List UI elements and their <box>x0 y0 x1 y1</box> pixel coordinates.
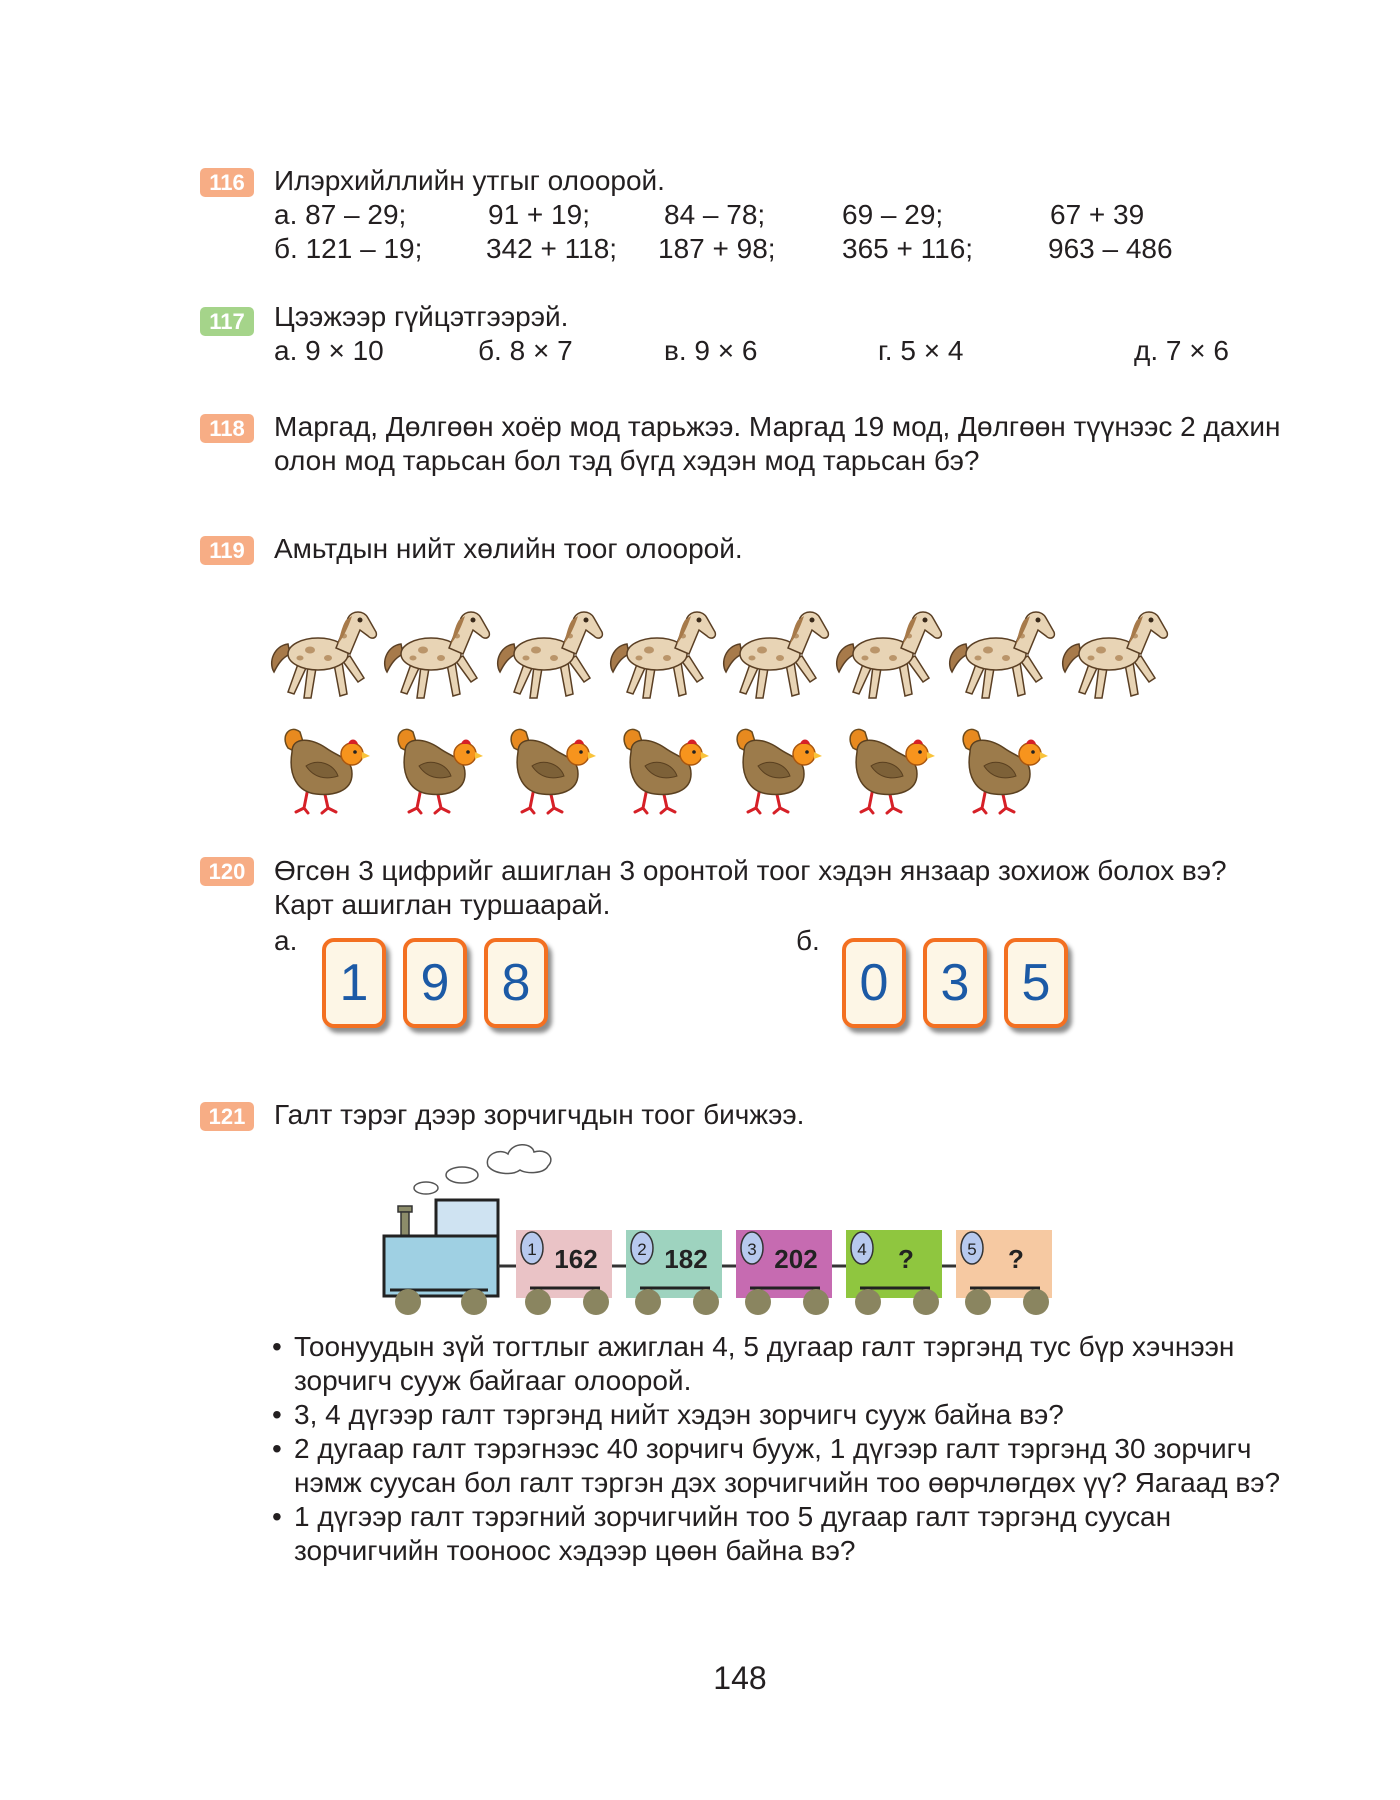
exercise-number-117: 117 <box>200 307 254 336</box>
horse-icon <box>724 612 829 698</box>
bullet-3-line2: нэмж суусан бол галт тэргэн дэх зорчигчийн тоо өөрчлөгдөх үү? Яагаад вэ? <box>294 1467 1281 1498</box>
wagon-passenger-count: 202 <box>774 1244 818 1274</box>
expr-116-b-5: 963 – 486 <box>1048 233 1173 264</box>
train-illustration <box>370 1140 1070 1320</box>
expr-117-1: а. 9 × 10 <box>274 335 384 366</box>
train-wagon <box>736 1230 846 1315</box>
bullet-marker: • <box>272 1331 282 1362</box>
animals-illustration <box>270 596 1190 826</box>
exercise-number-121: 121 <box>200 1102 254 1131</box>
hen-icon <box>624 729 709 813</box>
expr-116-b-1: б. 121 – 19; <box>274 233 423 264</box>
bullet-2-line1: 3, 4 дүгээр галт тэргэнд нийт хэдэн зорчигч сууж байна вэ? <box>294 1399 1064 1430</box>
digit-card[interactable]: 8 <box>484 938 548 1028</box>
wagon-number: 4 <box>857 1240 867 1259</box>
bullet-1-line1: Тоонуудын зүй тогтлыг ажиглан 4, 5 дугаар галт тэргэнд тус бүр хэчнээн <box>294 1331 1235 1362</box>
bullet-marker: • <box>272 1501 282 1532</box>
wagon-passenger-count: 182 <box>664 1244 708 1274</box>
expr-116-a-3: 84 – 78; <box>664 199 766 230</box>
exercise-number-116: 116 <box>200 168 254 197</box>
expr-116-b-3: 187 + 98; <box>658 233 776 264</box>
bullet-4-line2: зорчигчийн тооноос хэдээр цөөн байна вэ? <box>294 1535 856 1566</box>
digit-card[interactable]: 9 <box>403 938 467 1028</box>
expr-116-a-5: 67 + 39 <box>1050 199 1145 230</box>
exercise-121-title: Галт тэрэг дээр зорчигчдын тоог бичжээ. <box>274 1099 805 1130</box>
horse-icon <box>950 612 1055 698</box>
exercise-119-title: Амьтдын нийт хөлийн тоог олоорой. <box>274 533 743 564</box>
hen-icon <box>398 729 483 813</box>
bullet-3-line1: 2 дугаар галт тэрэгнээс 40 зорчигч бууж, 1 дүгээр галт тэргэнд 30 зорчигч <box>294 1433 1252 1464</box>
hen-icon <box>511 729 596 813</box>
train-wagon <box>626 1230 736 1315</box>
smoke-cloud-icon <box>414 1182 438 1194</box>
hen-icon <box>963 729 1048 813</box>
bullet-marker: • <box>272 1433 282 1464</box>
bullet-marker: • <box>272 1399 282 1430</box>
exercise-number-120: 120 <box>200 857 254 886</box>
digit-card[interactable]: 3 <box>923 938 987 1028</box>
exercise-118-line1: Маргад, Дөлгөөн хоёр мод тарьжээ. Маргад 19 мод, Дөлгөөн түүнээс 2 дахин <box>274 411 1281 442</box>
bullet-4-line1: 1 дүгээр галт тэрэгний зорчигчийн тоо 5 дугаар галт тэргэнд суусан <box>294 1501 1172 1532</box>
expr-117-2: б. 8 × 7 <box>478 335 573 366</box>
horse-icon <box>272 612 377 698</box>
horse-icon <box>385 612 490 698</box>
exercise-120-line1: Өгсөн 3 цифрийг ашиглан 3 оронтой тоог хэдэн янзаар зохиож болох вэ? <box>274 855 1227 886</box>
bullet-1-line2: зорчигч сууж байгааг олоорой. <box>294 1365 692 1396</box>
expr-117-4: г. 5 × 4 <box>878 335 964 366</box>
expr-116-a-2: 91 + 19; <box>488 199 590 230</box>
exercise-117-title: Цээжээр гүйцэтгээрэй. <box>274 301 569 332</box>
expr-117-3: в. 9 × 6 <box>664 335 758 366</box>
digit-card[interactable]: 0 <box>842 938 906 1028</box>
horse-icon <box>837 612 942 698</box>
wagon-number: 1 <box>527 1240 537 1259</box>
wagon-number: 5 <box>967 1240 977 1259</box>
exercise-120-label-b: б. <box>796 925 820 956</box>
wagon-passenger-count: 162 <box>554 1244 598 1274</box>
wagon-number: 3 <box>747 1240 757 1259</box>
train-wagon <box>516 1230 626 1315</box>
expr-116-a-1: а. 87 – 29; <box>274 199 407 230</box>
expr-117-5: д. 7 × 6 <box>1134 335 1229 366</box>
train-wagon <box>846 1230 956 1315</box>
exercise-number-118: 118 <box>200 414 254 443</box>
horse-icon <box>498 612 603 698</box>
horse-icon <box>1063 612 1168 698</box>
wagon-passenger-count: ? <box>1008 1244 1024 1274</box>
smoke-cloud-icon <box>446 1167 478 1183</box>
exercise-120-label-a: а. <box>274 925 298 956</box>
exercise-118-line2: олон мод тарьсан бол тэд бүгд хэдэн мод тарьсан бэ? <box>274 445 980 476</box>
train-wagon <box>956 1230 1052 1315</box>
exercise-116-title: Илэрхийллийн утгыг олоорой. <box>274 165 665 196</box>
exercise-120-line2: Карт ашиглан туршаарай. <box>274 889 611 920</box>
exercise-number-119: 119 <box>200 536 254 565</box>
expr-116-b-2: 342 + 118; <box>486 233 618 264</box>
expr-116-a-4: 69 – 29; <box>842 199 944 230</box>
hen-icon <box>285 729 370 813</box>
digit-card[interactable]: 1 <box>322 938 386 1028</box>
page-number: 148 <box>713 1660 767 1696</box>
hen-icon <box>850 729 935 813</box>
wagon-passenger-count: ? <box>898 1244 914 1274</box>
digit-card[interactable]: 5 <box>1004 938 1068 1028</box>
hen-icon <box>737 729 822 813</box>
expr-116-b-4: 365 + 116; <box>842 233 974 264</box>
smoke-cloud-icon <box>487 1145 551 1174</box>
wagon-number: 2 <box>637 1240 647 1259</box>
horse-icon <box>611 612 716 698</box>
